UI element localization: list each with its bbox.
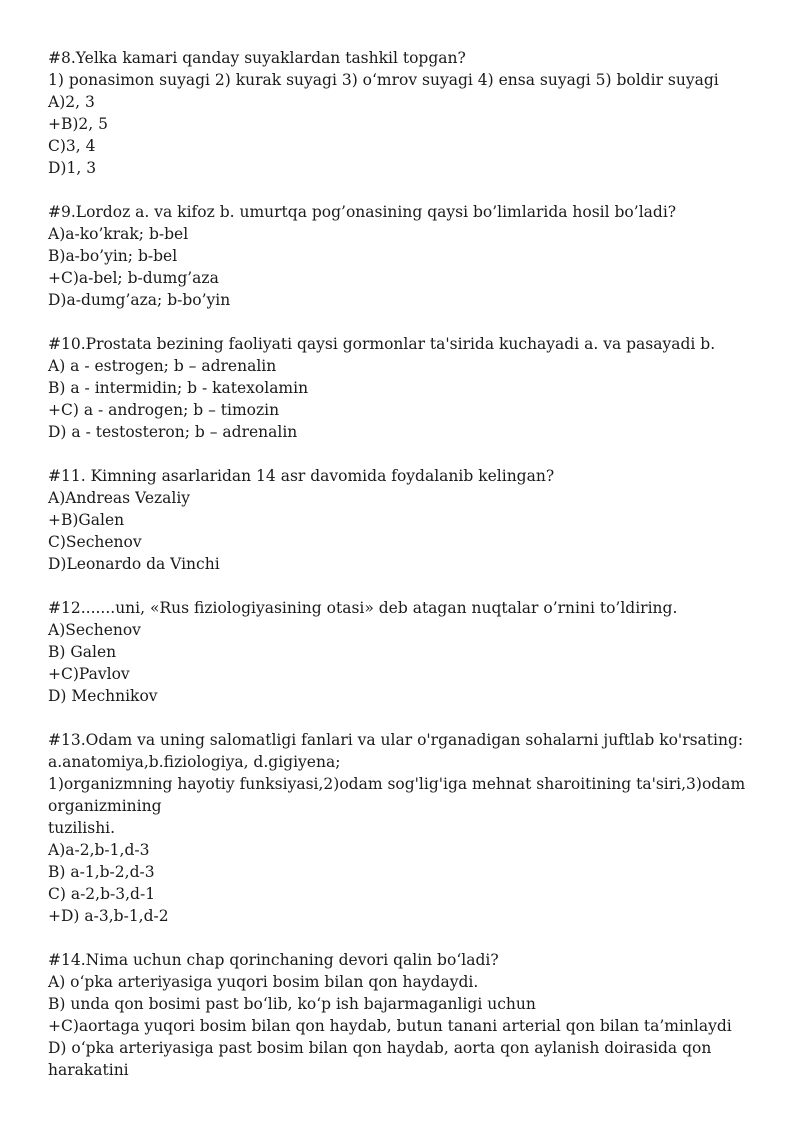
answer-option: C)3, 4 [48,137,96,155]
answer-option: D) a - testosteron; b – adrenalin [48,423,298,441]
correct-answer-option: +C)aortaga yuqori bosim bilan qon haydab, butun tanani arterial qon bilan ta’minlaydi [48,1017,732,1035]
question-text: #13.Odam va uning salomatligi fanlari va ular o'rganadigan sohalarni juftlab ko'rsating: [48,731,744,749]
correct-answer-option: +B)2, 5 [48,115,109,133]
answer-option: B) a-1,b-2,d-3 [48,863,155,881]
question-line: tuzilishi. [48,819,116,837]
correct-answer-option: +B)Galen [48,511,125,529]
answer-option: D)Leonardo da Vinchi [48,555,220,573]
correct-answer-option: +D) a-3,b-1,d-2 [48,907,169,925]
answer-option: B)a-bo’yin; b-bel [48,247,178,265]
question-block [48,597,768,707]
question-block [48,333,768,443]
question-line: 1)organizmning hayotiy funksiyasi,2)odam sog'lig'iga mehnat sharoitining ta'siri,3)odam [48,775,746,793]
question-block [48,729,768,927]
question-text: #12.......uni, «Rus fiziologiyasining otasi» deb atagan nuqtalar o’rnini to’ldiring. [48,599,678,617]
question-line: 1) ponasimon suyagi 2) kurak suyagi 3) o‘mrov suyagi 4) ensa suyagi 5) boldir suyagi [48,71,719,89]
question-line: harakatini [48,1061,129,1079]
answer-option: A) a - estrogen; b – adrenalin [48,357,277,375]
answer-option: D)a-dumg’aza; b-bo’yin [48,291,231,309]
answer-option: C)Sechenov [48,533,142,551]
answer-option: D) Mechnikov [48,687,158,705]
question-block [48,949,768,1081]
answer-option: B) unda qon bosimi past bo‘lib, ko‘p ish bajarmaganligi uchun [48,995,536,1013]
question-text: #10.Prostata bezining faoliyati qaysi gormonlar ta'sirida kuchayadi a. va pasayadi b. [48,335,716,353]
answer-option: C) a-2,b-3,d-1 [48,885,156,903]
answer-option: A)Andreas Vezaliy [48,489,191,507]
question-line: organizmining [48,797,162,815]
answer-option: A) o‘pka arteriyasiga yuqori bosim bilan qon haydaydi. [48,973,479,991]
answer-option: D)1, 3 [48,159,97,177]
answer-option: B) Galen [48,643,117,661]
question-block [48,465,768,575]
question-block [48,201,768,311]
answer-option: A)2, 3 [48,93,95,111]
answer-option: A)a-2,b-1,d-3 [48,841,150,859]
answer-option: D) o‘pka arteriyasiga past bosim bilan qon haydab, aorta qon aylanish doirasida qon [48,1039,712,1057]
document-body [48,47,768,1103]
question-text: #9.Lordoz a. va kifoz b. umurtqa pog’onasining qaysi bo’limlarida hosil bo’ladi? [48,203,677,221]
answer-option: B) a - intermidin; b - katexolamin [48,379,309,397]
question-line: a.anatomiya,b.fiziologiya, d.gigiyena; [48,753,341,771]
correct-answer-option: +C)a-bel; b-dumg’aza [48,269,219,287]
answer-option: A)a-ko’krak; b-bel [48,225,189,243]
question-text: #11. Kimning asarlaridan 14 asr davomida foydalanib kelingan? [48,467,555,485]
question-text: #14.Nima uchun chap qorinchaning devori qalin bo‘ladi? [48,951,499,969]
correct-answer-option: +C)Pavlov [48,665,130,683]
correct-answer-option: +C) a - androgen; b – timozin [48,401,280,419]
question-block [48,47,768,179]
answer-option: A)Sechenov [48,621,141,639]
question-text: #8.Yelka kamari qanday suyaklardan tashkil topgan? [48,49,466,67]
